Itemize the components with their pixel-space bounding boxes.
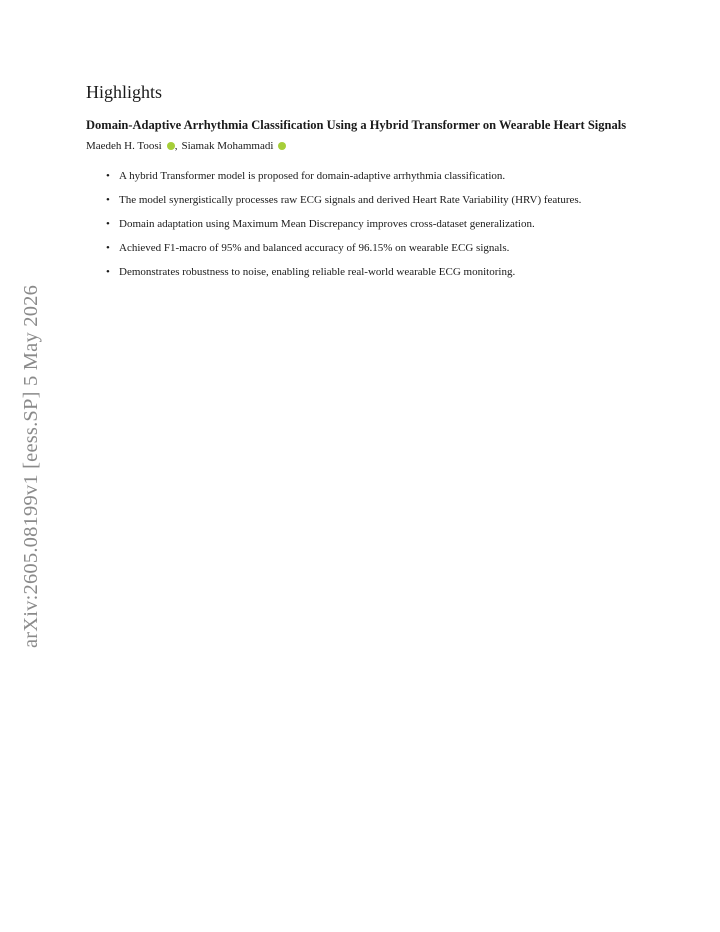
highlight-item xyxy=(106,193,638,207)
highlights-page xyxy=(86,82,638,289)
orcid-icon[interactable] xyxy=(167,142,175,150)
bullet-icon: • xyxy=(106,218,110,230)
highlight-item xyxy=(106,265,638,279)
bullet-icon: • xyxy=(106,170,110,182)
section-title: Highlights xyxy=(86,82,163,102)
author-name: Siamak Mohammadi xyxy=(181,140,274,152)
arxiv-identifier-stamp xyxy=(12,256,52,676)
highlight-item xyxy=(106,169,638,183)
highlight-item xyxy=(106,217,638,231)
orcid-icon[interactable] xyxy=(278,142,286,150)
author-list xyxy=(86,139,638,153)
highlight-item xyxy=(106,241,638,255)
highlight-text: Achieved F1-macro of 95% and balanced accuracy of 96.15% on wearable ECG signals. xyxy=(119,242,510,254)
highlight-text: A hybrid Transformer model is proposed for domain-adaptive arrhythmia classification. xyxy=(119,170,506,182)
bullet-icon: • xyxy=(106,242,110,254)
author-name: Maedeh H. Toosi xyxy=(86,140,162,152)
author-separator: , xyxy=(174,140,178,152)
highlight-text: Demonstrates robustness to noise, enabling reliable real-world wearable ECG monitoring. xyxy=(119,266,516,278)
bullet-icon: • xyxy=(106,266,110,278)
arxiv-identifier-text: arXiv:2605.08199v1 [eess.SP] 5 May 2026 xyxy=(20,284,43,648)
bullet-icon: • xyxy=(106,194,110,206)
paper-title: Domain-Adaptive Arrhythmia Classification Using a Hybrid Transformer on Wearable Heart Signals xyxy=(86,118,627,132)
highlights-list xyxy=(86,169,638,279)
highlight-text: Domain adaptation using Maximum Mean Discrepancy improves cross-dataset generalization. xyxy=(119,218,535,230)
highlight-text: The model synergistically processes raw ECG signals and derived Heart Rate Variability (HRV) features. xyxy=(119,194,582,206)
